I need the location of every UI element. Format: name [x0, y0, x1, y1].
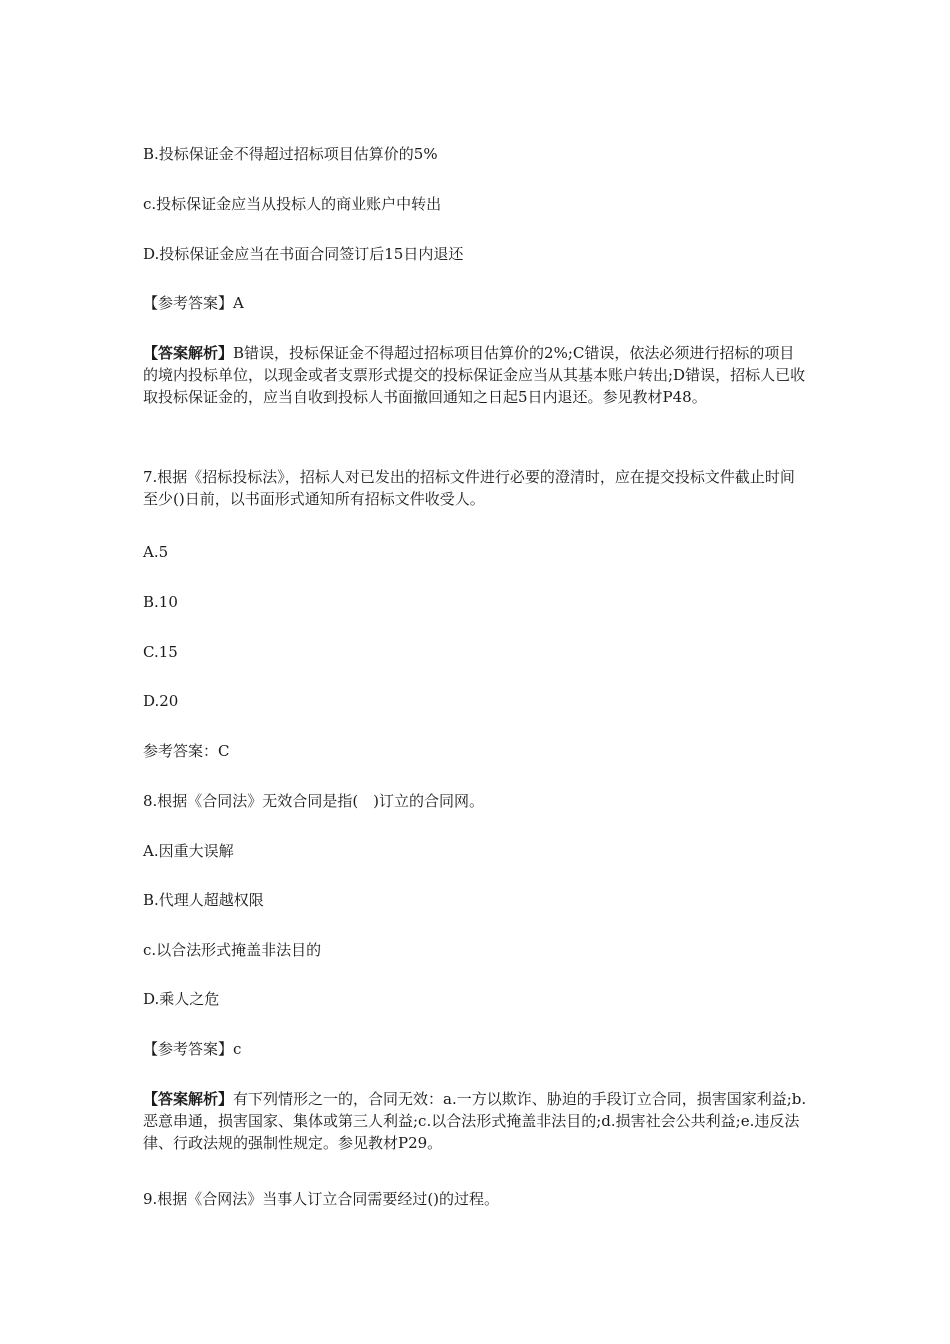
q8-analysis [143, 1088, 808, 1154]
q8-answer: 【参考答案】c [143, 1040, 242, 1058]
q6-option-c: c.投标保证金应当从投标人的商业账户中转出 [143, 195, 442, 213]
q8-option-c: c.以合法形式掩盖非法目的 [143, 941, 322, 959]
q8-option-a: A.因重大误解 [143, 842, 234, 860]
q6-analysis-label: 【答案解析】 [143, 344, 234, 362]
q8-question: 8.根据《合同法》无效合同是指( )订立的合同网。 [143, 792, 485, 810]
q7-option-a: A.5 [143, 543, 169, 561]
q7-option-d: D.20 [143, 692, 179, 710]
q9-question: 9.根据《合网法》当事人订立合同需要经过()的过程。 [143, 1190, 500, 1208]
q7-option-c: C.15 [143, 643, 178, 661]
q6-option-d: D.投标保证金应当在书面合同签订后15日内退还 [143, 245, 464, 263]
q6-analysis [143, 342, 808, 408]
q8-option-b: B.代理人超越权限 [143, 891, 264, 909]
q8-analysis-label: 【答案解析】 [143, 1090, 234, 1108]
q8-option-d: D.乘人之危 [143, 990, 220, 1008]
q7-question: 7.根据《招标投标法》，招标人对已发出的招标文件进行必要的澄清时，应在提交投标文件截止时间至少()日前，以书面形式通知所有招标文件收受人。 [143, 468, 795, 508]
q7-option-b: B.10 [143, 593, 178, 611]
q6-option-b: B.投标保证金不得超过招标项目估算价的5% [143, 145, 438, 163]
q7-answer: 参考答案：C [143, 742, 230, 760]
q6-answer: 【参考答案】A [143, 294, 244, 312]
q6-analysis-text: B错误，投标保证金不得超过招标项目估算价的2%;C错误，依法必须进行招标的项目的境内投标单位，以现金或者支票形式提交的投标保证金应当从其基本账户转出;D错误，招标人已收取投标保证金的，应当自收到投标人书面撤回通知之日起5日内退还。参见教材P48。 [143, 344, 806, 406]
q8-analysis-text: 有下列情形之一的，合同无效：a.一方以欺诈、胁迫的手段订立合同，损害国家利益;b.恶意串通，损害国家、集体或第三人利益;c.以合法形式掩盖非法目的;d.损害社会公共利益;e.违反法律、行政法规的强制性规定。参见教材P29。 [143, 1090, 807, 1152]
